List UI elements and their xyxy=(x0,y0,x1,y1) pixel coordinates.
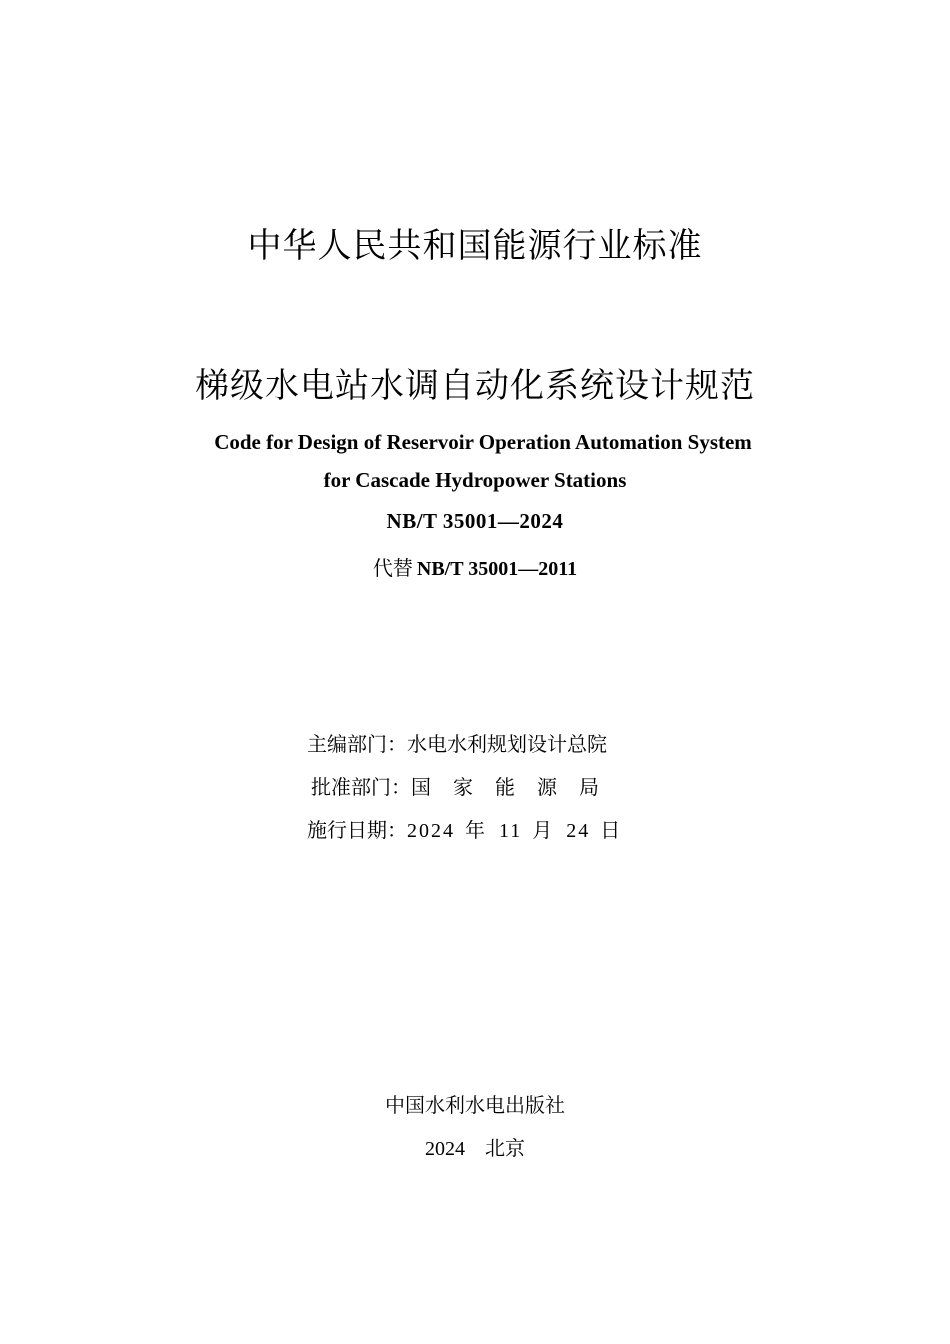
publication-place: 北京 xyxy=(485,1136,525,1160)
effective-label: 施行日期： xyxy=(307,818,407,842)
replaces-line xyxy=(0,552,950,581)
approver-value: 国家能源局 xyxy=(411,775,621,799)
publication-year: 2024 xyxy=(425,1138,465,1160)
editor-label: 主编部门： xyxy=(307,732,407,756)
approver-row xyxy=(311,771,621,800)
editor-value: 水电水利规划设计总院 xyxy=(407,732,607,756)
replaces-number: NB/T 35001—2011 xyxy=(416,558,578,580)
effective-year: 2024 xyxy=(407,820,455,842)
publication-year-place xyxy=(0,1132,950,1161)
standard-title-english-line1: Code for Design of Reservoir Operation Automation System xyxy=(214,430,752,454)
approver-label: 批准部门： xyxy=(311,775,411,799)
replaces-prefix: 代替 xyxy=(372,556,413,580)
standard-title-english-line2: for Cascade Hydropower Stations xyxy=(323,468,627,492)
standard-number: NB/T 35001—2024 xyxy=(386,509,564,533)
effective-date-row xyxy=(307,814,630,843)
editor-row xyxy=(307,728,607,757)
effective-day: 24 xyxy=(566,820,591,842)
day-unit: 日 xyxy=(600,818,621,842)
publisher-name: 中国水利水电出版社 xyxy=(385,1093,565,1117)
industry-standard-heading: 中华人民共和国能源行业标准 xyxy=(247,226,703,266)
year-unit: 年 xyxy=(465,818,485,842)
standard-title-chinese: 梯级水电站水调自动化系统设计规范 xyxy=(195,366,755,406)
month-unit: 月 xyxy=(532,818,553,842)
effective-month: 11 xyxy=(499,820,523,842)
